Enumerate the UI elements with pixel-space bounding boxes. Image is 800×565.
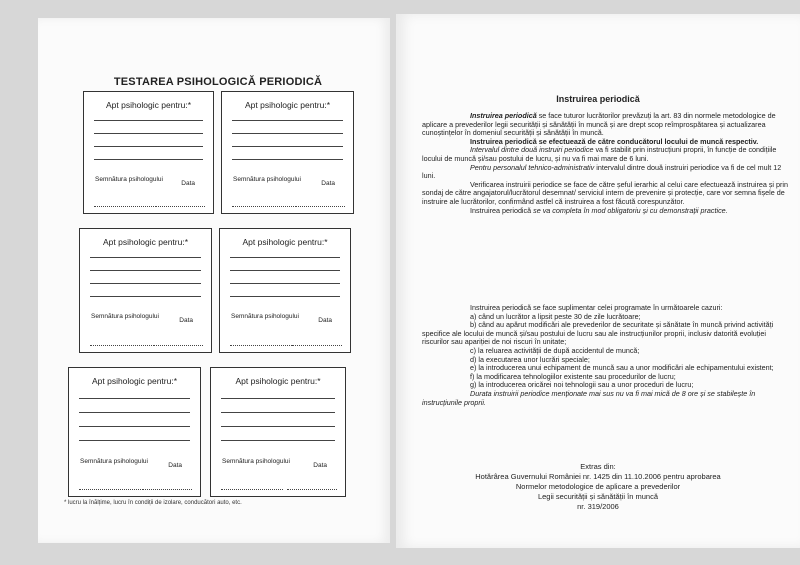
date-label: Data: [179, 317, 193, 324]
test-box-5: [68, 367, 201, 497]
paragraph-6-lead: Instruirea periodică: [470, 205, 534, 215]
test-box-3: [79, 228, 212, 353]
blank-line: [94, 120, 203, 121]
blank-line: [232, 133, 343, 134]
paragraph-3-lead: Intervalul dintre două instruiri periodice: [470, 145, 594, 155]
list-item: f) la modificarea tehnologiilor existente sau procedurilor de lucru;: [470, 371, 676, 381]
paragraph-4: [422, 164, 792, 181]
list-item: c) la reluarea activității de după accidentul de muncă;: [470, 345, 640, 355]
blank-line: [79, 426, 190, 427]
blank-line: [90, 296, 201, 297]
test-box-2: [221, 91, 354, 214]
date-dots: [155, 206, 205, 207]
blank-line: [221, 412, 335, 413]
blank-line: [230, 257, 340, 258]
extract-line: nr. 319/2006: [577, 502, 619, 511]
signature-dots: [230, 345, 292, 346]
paragraph-6-text: se va completa în mod obligatoriu și cu demonstrații practice.: [533, 205, 728, 215]
blank-line: [79, 440, 190, 441]
signature-label: Semnătura psihologului: [233, 176, 301, 183]
paragraph-1: [422, 112, 792, 138]
paragraph-2: Instruirea periodică se efectuează de către conducătorul locului de muncă respectiv.: [470, 136, 759, 146]
blank-line: [232, 120, 343, 121]
date-dots: [142, 489, 192, 490]
date-dots: [153, 345, 203, 346]
extract-line: Hotărârea Guvernului României nr. 1425 din 11.10.2006 pentru aprobarea: [475, 472, 721, 481]
paragraph-8: Durata instruirii periodice menționate mai sus nu va fi mai mică de 8 ore și se stabilește în instrucțiunile proprii.: [422, 388, 756, 407]
paragraph-1-lead: Instruirea periodică: [470, 111, 537, 120]
box-title: Apt psihologic pentru:*: [91, 376, 178, 386]
signature-dots: [232, 206, 294, 207]
list-item: e) la introducerea unui echipament de muncă sau a unor modificări ale echipamentului existent;: [470, 363, 774, 373]
signature-dots: [94, 206, 156, 207]
blank-line: [221, 440, 335, 441]
list-item: b) când au apărut modificări ale prevederilor de securitate și sănătate în muncă privind activități specifice ale locului de muncă și/sau postului de lucru sau ale instrucțiunilor proprii, inclusiv datorită evoluției riscurilor sau apariției de noi riscuri în unitate;: [422, 320, 774, 347]
paragraph-6: [422, 207, 792, 216]
blank-line: [232, 159, 343, 160]
left-page: [38, 18, 390, 543]
box-title: Apt psihologic pentru:*: [102, 237, 189, 247]
paragraph-4-lead: Pentru personalul tehnico-administrativ: [470, 162, 595, 172]
date-label: Data: [313, 462, 327, 469]
signature-label: Semnătura psihologului: [222, 458, 290, 465]
test-box-6: [210, 367, 346, 497]
blank-line: [94, 146, 203, 147]
signature-dots: [221, 489, 283, 490]
extract-block: [396, 462, 800, 512]
blank-line: [90, 257, 201, 258]
paragraphs-top: [422, 112, 792, 215]
list-item: a) când un lucrător a lipsit peste 30 de zile lucrătoare;: [470, 311, 641, 321]
test-box-4: [219, 228, 351, 353]
paragraphs-bottom: [422, 304, 792, 407]
signature-label: Semnătura psihologului: [91, 313, 159, 320]
date-label: Data: [181, 180, 195, 187]
box-title: Apt psihologic pentru:*: [242, 237, 328, 247]
box-title: Apt psihologic pentru:*: [105, 100, 192, 110]
blank-line: [221, 426, 335, 427]
list-item: g) la introducerea oricărei noi tehnologii sau a unor proceduri de lucru;: [470, 380, 694, 390]
signature-label: Semnătura psihologului: [80, 458, 148, 465]
blank-line: [79, 398, 190, 399]
right-page: [396, 14, 800, 548]
blank-line: [90, 283, 201, 284]
date-label: Data: [168, 462, 182, 469]
date-dots: [292, 345, 342, 346]
date-label: Data: [321, 180, 335, 187]
blank-line: [230, 270, 340, 271]
extract-line: Legii securității și sănătății în muncă: [537, 492, 659, 501]
section-title: Instruirea periodică: [556, 94, 640, 104]
signature-dots: [79, 489, 141, 490]
test-box-1: [83, 91, 214, 214]
blank-line: [90, 270, 201, 271]
signature-label: Semnătura psihologului: [231, 313, 299, 320]
list-item: d) la executarea unor lucrări speciale;: [470, 354, 590, 364]
date-dots: [287, 489, 337, 490]
paragraph-1-text: se face tuturor lucrătorilor prevăzuți la art. 83 din normele metodologice de aplicare a prevederilor legii securității și sănătății în muncă și are drept scop reîmprospătarea și actualizarea cunoștințelor în domeniul securității și sănătății în muncă.: [422, 111, 776, 138]
date-dots: [295, 206, 345, 207]
extract-line: Extras din:: [580, 462, 616, 471]
signature-dots: [90, 345, 152, 346]
blank-line: [230, 296, 340, 297]
paragraph-3: [422, 146, 792, 163]
blank-line: [79, 412, 190, 413]
paragraph-7: Instruirea periodică se face suplimentar celei programate în următoarele cazuri:: [470, 303, 723, 312]
paragraph-4-text: intervalul dintre două instruiri periodice va fi de cel mult 12 luni.: [422, 162, 782, 181]
paragraph-5: Verificarea instruirii periodice se face de către șeful ierarhic al celui care efectuează instruirea și prin sondaj de către angajatorul/lucrătorul desemnat/ serviciul intern de prevenire și protecție, care vor semna fișele de instruire ale lucrătorilor, confirmând astfel că instruirea a fost făcută corespunzător.: [422, 179, 788, 206]
box-title: Apt psihologic pentru:*: [244, 100, 331, 110]
box-title: Apt psihologic pentru:*: [235, 376, 321, 386]
blank-line: [94, 159, 203, 160]
page-title: TESTAREA PSIHOLOGICĂ PERIODICĂ: [113, 76, 323, 88]
blank-line: [94, 133, 203, 134]
date-label: Data: [318, 317, 332, 324]
paragraph-3-text: va fi stabilit prin instrucțiuni proprii, în funcție de condițiile locului de muncă și/sau postului de lucru, și nu va fi mai mare de 6 luni.: [422, 145, 777, 163]
signature-label: Semnătura psihologului: [95, 176, 163, 183]
footnote: * lucru la înălțime, lucru în condiții de izolare, conducători auto, etc.: [64, 500, 242, 506]
extract-line: Normelor metodologice de aplicare a prevederilor: [515, 482, 681, 491]
blank-line: [232, 146, 343, 147]
blank-line: [230, 283, 340, 284]
blank-line: [221, 398, 335, 399]
